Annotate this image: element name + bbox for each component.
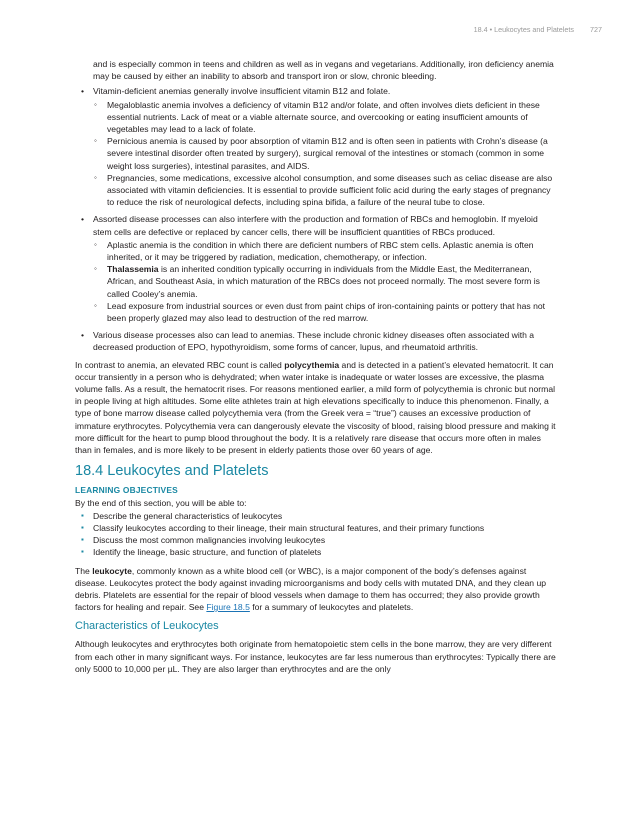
list-item-text: Vitamin-deficient anemias generally involve insufficient vitamin B12 and folate. xyxy=(93,86,391,97)
key-term: leukocyte xyxy=(92,565,132,576)
page-content xyxy=(75,58,557,681)
paragraph-text: , commonly known as a white blood cell (or WBC), is a major component of the body’s defenses against disease. Leukocytes protect the body against invading microorganisms and body cells with mutated DNA, and they clean up debris. Platelets are essential for the repair of blood vessels when damage to them has occurred; they also provide growth factors for healing and repair. See xyxy=(75,565,547,613)
paragraph-text: and is detected in a patient’s elevated hematocrit. It can occur transiently in a person who is dehydrated; when water intake is inadequate or water losses are excessive, the plasma volume falls. As a result, the hematocrit rises. For reasons mentioned earlier, a mild form of polycythemia is chronic but normal in people living at high altitudes. Some elite athletes train at high elevations specifically to induce this phenomenon. Finally, a type of bone marrow disease called polycythemia vera (from the Greek vera = “true”) causes an excessive production of immature erythrocytes. Polycythemia vera can dangerously elevate the viscosity of blood, raising blood pressure and making it more difficult for the heart to pump blood throughout the body. It is a relatively rare disease that occurs more often in males than in females, and is more likely to be present in elderly patients those over 60 years of age. xyxy=(75,359,556,456)
list-item xyxy=(75,213,557,324)
learning-objectives-list xyxy=(75,510,557,559)
characteristics-paragraph: Although leukocytes and erythrocytes both originate from hematopoietic stem cells in the bone marrow, they are very different from each other in many significant ways. For instance, leukocytes are far less numerous than erythrocytes: Typically there are only 5000 to 10,000 per µL. They are also larger than erythrocytes and are the only xyxy=(75,639,556,674)
paragraph-continuation: and is especially common in teens and children as well as in vegans and vegetarians. Additionally, iron deficiency anemia may be caused by either an inability to absorb and transport iron or slow, chronic bleeding. xyxy=(93,59,554,82)
list-item-text: Assorted disease processes can also interfere with the production and formation of RBCs and hemoglobin. If myeloid stem cells are defective or replaced by cancer cells, there will be insufficient quantities of RBCs produced. xyxy=(93,214,538,237)
objective-item: ▪ Describe the general characteristics of leukocytes xyxy=(75,510,557,522)
page-number: 727 xyxy=(590,25,602,34)
section-heading: 18.4 Leukocytes and Platelets xyxy=(75,463,269,480)
running-header-section: 18.4 • Leukocytes and Platelets xyxy=(473,25,574,34)
figure-link[interactable]: Figure 18.5 xyxy=(206,602,250,613)
polycythemia-paragraph xyxy=(75,359,557,457)
objective-item: ▪ Classify leukocytes according to their lineage, their main structural features, and their primary functions xyxy=(75,522,557,534)
objective-item: ▪ Discuss the most common malignancies involving leukocytes xyxy=(75,534,557,546)
sublist-item: ◦ Pernicious anemia is caused by poor absorption of vitamin B12 and is often seen in patients with Crohn’s disease (a severe intestinal disorder often treated by surgery), surgical removal of the intestines or stomach (common in some weight loss surgeries), intestinal parasites, and AIDS. xyxy=(93,135,557,172)
sublist-item: ◦ Lead exposure from industrial sources or even dust from paint chips of iron-containing paints or pottery that has not been properly glazed may also lead to destruction of the red marrow. xyxy=(93,300,557,324)
paragraph-text: In contrast to anemia, an elevated RBC count is called xyxy=(75,359,285,370)
sublist-item: ◦ Aplastic anemia is the condition in which there are deficient numbers of RBC stem cells. Aplastic anemia is often inherited, or it may be triggered by radiation, medication, chemotherapy, or infection. xyxy=(93,239,557,263)
sublist xyxy=(93,99,557,209)
paragraph-text: for a summary of leukocytes and platelets. xyxy=(249,602,414,613)
leukocyte-paragraph xyxy=(75,565,557,614)
sublist xyxy=(93,239,557,324)
learning-objectives-intro: By the end of this section, you will be able to: xyxy=(75,497,247,508)
sublist-item-text: is an inherited condition typically occurring in individuals from the Middle East, the Mediterranean, African, and Southeast Asia, in which maturation of the RBCs does not proceed normally. The most severe form is called Cooley’s anemia. xyxy=(107,264,540,299)
objective-item: ▪ Identify the lineage, basic structure, and function of platelets xyxy=(75,546,557,558)
sublist-item: ◦ Megaloblastic anemia involves a deficiency of vitamin B12 and/or folate, and often involves diets deficient in these essential nutrients. Lack of meat or a viable alternate source, and overcooking or eating insufficient amounts of vegetables may lead to a lack of folate. xyxy=(93,99,557,136)
sublist-item: ◦ Pregnancies, some medications, excessive alcohol consumption, and some diseases such as celiac disease are also associated with vitamin deficiencies. It is essential to provide sufficient folic acid during the early stages of pregnancy to reduce the risk of neurological defects, including spina bifida, a failure of the neural tube to close. xyxy=(93,172,557,209)
list-item: • Various disease processes also can lead to anemias. These include chronic kidney diseases often associated with a decreased production of EPO, hypothyroidism, some forms of cancer, lupus, and rheumatoid arthritis. xyxy=(75,329,557,353)
paragraph-text: The xyxy=(75,565,93,576)
anemia-causes-list xyxy=(75,85,557,353)
sublist-item xyxy=(93,263,557,300)
key-term: polycythemia xyxy=(284,359,340,370)
key-term: Thalassemia xyxy=(107,264,159,275)
learning-objectives-title: LEARNING OBJECTIVES xyxy=(75,485,178,496)
running-header xyxy=(474,25,602,34)
subsection-heading: Characteristics of Leukocytes xyxy=(75,620,219,633)
list-item xyxy=(75,85,557,208)
